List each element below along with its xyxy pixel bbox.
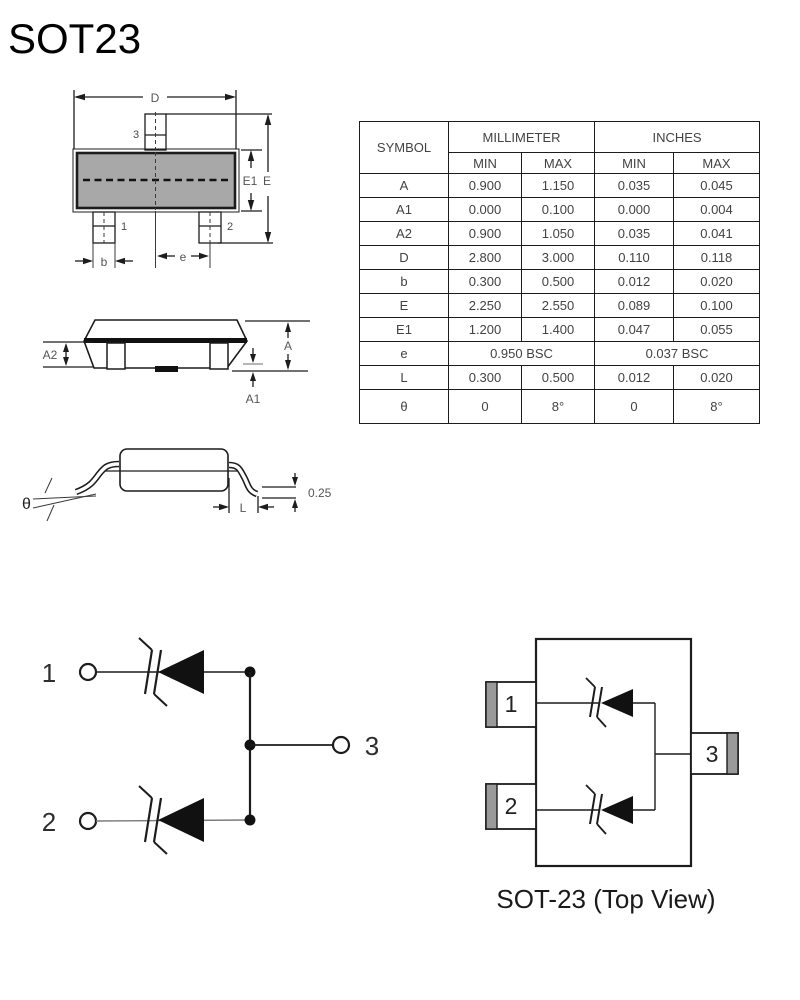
- side-lead-left: [107, 343, 125, 369]
- page-title: SOT23: [8, 15, 142, 62]
- a2-arrow-down: [63, 357, 69, 366]
- a2-arrow-up: [63, 343, 69, 352]
- header-symbol: SYMBOL: [360, 122, 449, 174]
- dim-label-a1: A1: [245, 392, 261, 406]
- e-pitch-arrow-right: [199, 253, 209, 259]
- cell-in-min: 0.000: [595, 198, 674, 222]
- theta-tick-top: [45, 478, 52, 493]
- cell-in-merged: 0.037 BSC: [595, 342, 760, 366]
- d-arrow-right: [225, 94, 236, 100]
- schematic-pin2-terminal: [80, 813, 96, 829]
- dim-label-e-pitch: e: [179, 250, 187, 264]
- cell-mm-max: 2.550: [522, 294, 595, 318]
- cell-in-max: 0.118: [674, 246, 760, 270]
- schematic-pin2-label: 2: [41, 807, 57, 837]
- theta-tick-bottom: [47, 505, 54, 521]
- cell-symbol: A: [360, 174, 449, 198]
- a1-arrow-up: [250, 372, 256, 381]
- cell-in-max: 8°: [674, 390, 760, 424]
- dim-label-e-cap: E: [262, 174, 272, 188]
- cell-in-max: 0.045: [674, 174, 760, 198]
- table-row-theta: [360, 390, 760, 424]
- cell-symbol: L: [360, 366, 449, 390]
- cell-symbol: E1: [360, 318, 449, 342]
- cell-mm-min: 0.000: [449, 198, 522, 222]
- table-row-e: [360, 294, 760, 318]
- pin2-number: 2: [226, 221, 234, 233]
- header-inches: INCHES: [595, 122, 760, 153]
- a-arrow-down: [285, 360, 291, 370]
- side-pad-mark: [155, 366, 178, 372]
- e-arrow-up: [265, 114, 271, 125]
- package-caption: SOT-23 (Top View): [496, 884, 716, 914]
- cell-in-min: 0.012: [595, 366, 674, 390]
- e-pitch-arrow-left: [157, 253, 167, 259]
- cell-symbol: D: [360, 246, 449, 270]
- zener-tick-bottom: [154, 842, 167, 854]
- cell-symbol: A1: [360, 198, 449, 222]
- cell-mm-min: 1.200: [449, 318, 522, 342]
- gullwing-lead-right-outline: [229, 465, 257, 494]
- side-lead-right: [210, 343, 228, 369]
- cell-symbol: E: [360, 294, 449, 318]
- table-row-e1: [360, 318, 760, 342]
- cell-in-max: 0.041: [674, 222, 760, 246]
- a-arrow-up: [285, 322, 291, 332]
- table-row-b: [360, 270, 760, 294]
- pkg-pin1-number: 1: [504, 691, 518, 717]
- b-arrow-left: [83, 258, 93, 264]
- dim-label-b: b: [100, 255, 108, 269]
- dim-label-a: A: [283, 339, 293, 353]
- cell-mm-min: 0.300: [449, 366, 522, 390]
- cell-in-min: 0.089: [595, 294, 674, 318]
- schematic-pin1-terminal: [80, 664, 96, 680]
- cell-mm-merged: 0.950 BSC: [449, 342, 595, 366]
- profile-body: [120, 449, 228, 491]
- dim-label-d: D: [150, 91, 160, 105]
- zener-tick-top: [139, 638, 152, 650]
- side-view-drawing: [0, 300, 340, 415]
- dim-label-a2: A2: [42, 348, 58, 362]
- e-arrow-down: [265, 232, 271, 243]
- cell-in-min: 0.035: [595, 222, 674, 246]
- cell-mm-max: 1.400: [522, 318, 595, 342]
- cell-in-min: 0.047: [595, 318, 674, 342]
- pin1-number: 1: [120, 221, 128, 233]
- theta-line-sloped: [33, 494, 96, 508]
- cell-symbol: θ: [360, 390, 449, 424]
- dim-label-l: L: [239, 501, 247, 515]
- cell-symbol: A2: [360, 222, 449, 246]
- dim-label-e1: E1: [242, 174, 258, 188]
- cell-in-max: 0.100: [674, 294, 760, 318]
- table-row-a1: [360, 198, 760, 222]
- dim-label-t: 0.25: [308, 486, 332, 500]
- cell-mm-min: 2.800: [449, 246, 522, 270]
- cell-in-max: 0.020: [674, 270, 760, 294]
- pkg-pin3-number: 3: [705, 741, 719, 767]
- pkg-pin1-pad-end: [486, 682, 497, 727]
- zener-diode-bottom: [139, 786, 204, 854]
- cell-mm-max: 1.150: [522, 174, 595, 198]
- schematic-pin3-label: 3: [364, 731, 380, 761]
- cell-in-min: 0.012: [595, 270, 674, 294]
- e1-arrow-up: [248, 150, 254, 161]
- cell-mm-max: 0.100: [522, 198, 595, 222]
- cell-in-max: 0.020: [674, 366, 760, 390]
- schematic-pin1-label: 1: [41, 658, 57, 688]
- diode-triangle: [158, 798, 204, 842]
- header-mm-max: MAX: [522, 153, 595, 174]
- package-top-view: [440, 600, 790, 930]
- lead-profile-drawing: [0, 435, 345, 530]
- cell-mm-min: 0.300: [449, 270, 522, 294]
- cell-in-min: 0.035: [595, 174, 674, 198]
- pkg-pin2-number: 2: [504, 793, 518, 819]
- header-in-min: MIN: [595, 153, 674, 174]
- cell-in-min: 0.110: [595, 246, 674, 270]
- cell-in-max: 0.004: [674, 198, 760, 222]
- dim-label-theta: θ: [22, 496, 31, 513]
- l-arrow-right: [258, 504, 268, 510]
- t-arrow-down: [292, 477, 298, 486]
- b-arrow-right: [115, 258, 125, 264]
- t-arrow-up: [292, 499, 298, 508]
- diode-triangle: [158, 650, 204, 694]
- cell-mm-min: 0: [449, 390, 522, 424]
- cell-mm-max: 8°: [522, 390, 595, 424]
- table-row-l: [360, 366, 760, 390]
- d-arrow-left: [74, 94, 85, 100]
- pin3-number: 3: [132, 129, 140, 141]
- cell-symbol: b: [360, 270, 449, 294]
- header-millimeter: MILLIMETER: [449, 122, 595, 153]
- cell-symbol: e: [360, 342, 449, 366]
- table-row-pitch: [360, 342, 760, 366]
- junction-dot-bottom: [245, 815, 256, 826]
- cell-mm-min: 2.250: [449, 294, 522, 318]
- pkg-pin3-pad-end: [727, 733, 738, 774]
- a1-arrow-down: [250, 354, 256, 363]
- table-row-a: [360, 174, 760, 198]
- cell-mm-max: 0.500: [522, 366, 595, 390]
- cell-mm-max: 0.500: [522, 270, 595, 294]
- cell-mm-min: 0.900: [449, 174, 522, 198]
- table-row-d: [360, 246, 760, 270]
- cell-in-max: 0.055: [674, 318, 760, 342]
- top-view-drawing: [0, 80, 340, 285]
- schematic-pin3-terminal: [333, 737, 349, 753]
- dimension-table: [359, 121, 760, 424]
- l-arrow-left: [219, 504, 229, 510]
- circuit-schematic: [0, 615, 400, 880]
- zener-tick-top: [139, 786, 152, 798]
- cell-mm-max: 3.000: [522, 246, 595, 270]
- cell-mm-min: 0.900: [449, 222, 522, 246]
- cell-mm-max: 1.050: [522, 222, 595, 246]
- header-in-max: MAX: [674, 153, 760, 174]
- e1-arrow-down: [248, 200, 254, 211]
- zener-tick-bottom: [154, 694, 167, 706]
- pkg-pin2-pad-end: [486, 784, 497, 829]
- zener-diode-top: [139, 638, 204, 706]
- cell-in-min: 0: [595, 390, 674, 424]
- table-row-a2: [360, 222, 760, 246]
- package-outline: [536, 639, 691, 866]
- gullwing-lead-left: [76, 464, 119, 492]
- header-mm-min: MIN: [449, 153, 522, 174]
